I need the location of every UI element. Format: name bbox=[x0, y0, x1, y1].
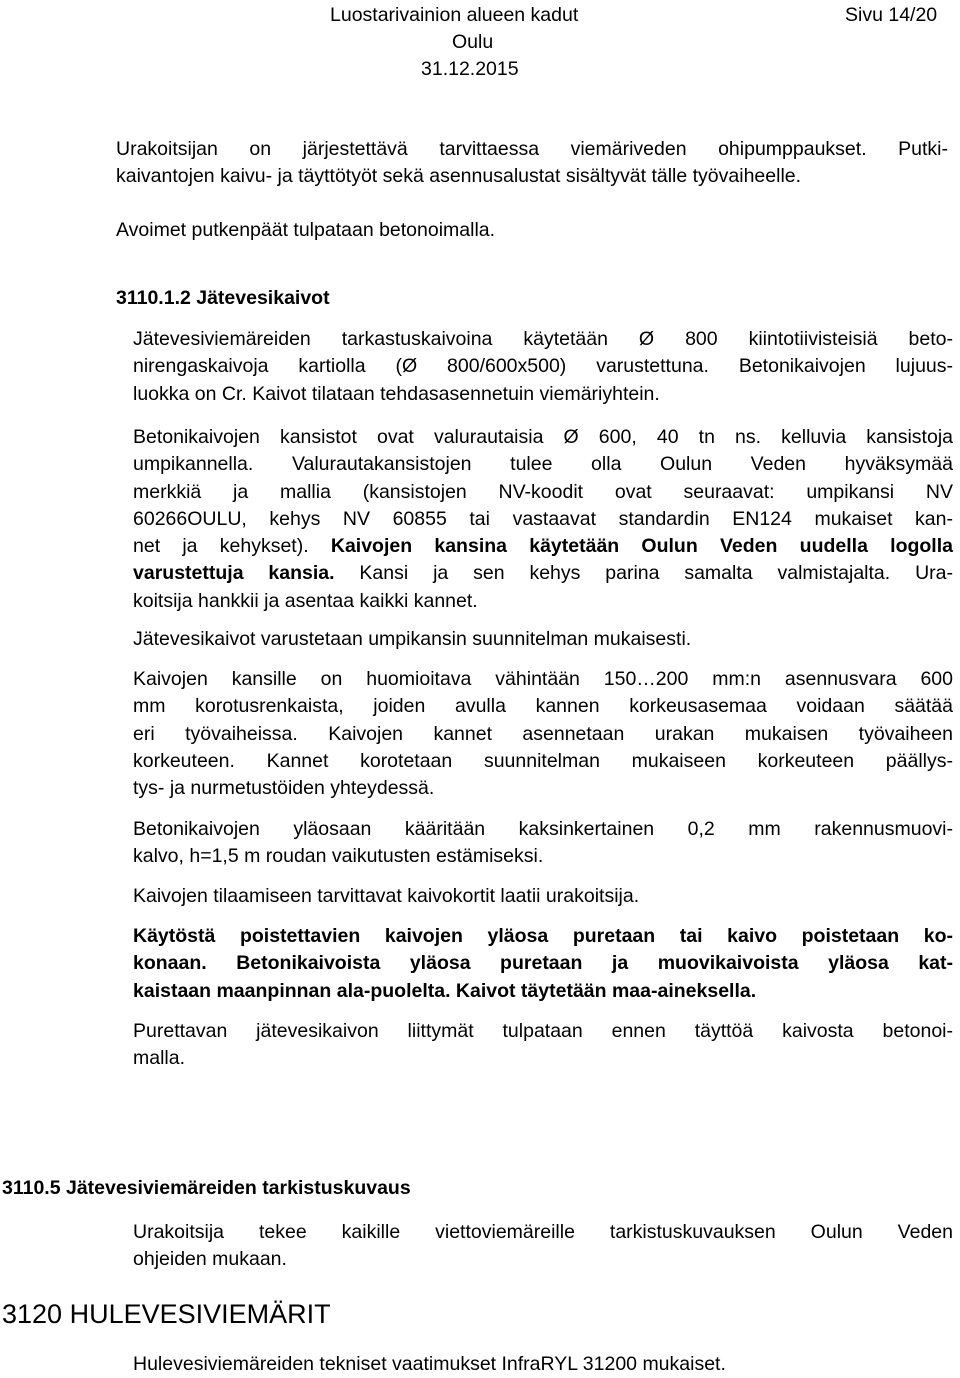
page-header bbox=[0, 0, 960, 90]
bold-text-run: Kaivojen kansina käytetään Oulun Veden uudella logolla bbox=[330, 535, 953, 558]
paragraph-removal-bold bbox=[133, 923, 953, 1005]
text-run: Kansi ja sen kehys parina samalta valmistajalta. Ura- bbox=[334, 562, 953, 585]
text-line: mm korotusrenkaista, joiden avulla kannen korkeusasemaa voidaan säätää bbox=[133, 695, 953, 718]
text-line: merkkiä ja mallia (kansistojen NV-koodit ovat seuraavat: umpikansi NV bbox=[133, 480, 953, 503]
text-line: umpikannella. Valurautakansistojen tulee olla Oulun Veden hyväksymää bbox=[133, 453, 953, 476]
text-line: Urakoitsijan on järjestettävä tarvittaessa viemäriveden ohipumppaukset. Putki- bbox=[116, 138, 948, 160]
intro-paragraph-1 bbox=[116, 136, 948, 191]
text-line: Urakoitsija tekee kaikille viettoviemäreille tarkistuskuvauksen Oulun Veden bbox=[133, 1221, 953, 1243]
text-line: ohjeiden mukaan. bbox=[133, 1248, 287, 1271]
text-line: eri työvaiheissa. Kaivojen kannet asennetaan urakan mukaisen työvaiheen bbox=[133, 722, 953, 745]
text-line: Kaivojen kansille on huomioitava vähintään 150…200 mm:n asennusvara 600 bbox=[133, 668, 953, 690]
paragraph-inspection-wells bbox=[133, 326, 953, 408]
text-line: nirengaskaivoja kartiolla (Ø 800/600x500) varustettuna. Betonikaivojen lujuus- bbox=[133, 355, 953, 378]
paragraph-inspection-imaging bbox=[133, 1219, 953, 1274]
paragraph-plugging bbox=[133, 1018, 953, 1073]
intro-paragraph-2: Avoimet putkenpäät tulpataan betonoimalla. bbox=[116, 219, 496, 241]
text-line: konaan. Betonikaivoista yläosa puretaan ja muovikaivoista yläosa kat- bbox=[133, 952, 953, 975]
text-run: net ja kehykset). bbox=[133, 535, 331, 558]
text-line: kaistaan maanpinnan ala-puolelta. Kaivot täytetään maa-aineksella. bbox=[133, 979, 757, 1002]
text-line: Betonikaivojen yläosaan kääritään kaksinkertainen 0,2 mm rakennusmuovi- bbox=[133, 818, 953, 840]
text-line: Jätevesiviemäreiden tarkastuskaivoina käytetään Ø 800 kiintotiivisteisiä beto- bbox=[133, 328, 953, 350]
text-line bbox=[133, 533, 953, 560]
text-line: tys- ja nurmetustöiden yhteydessä. bbox=[133, 777, 435, 800]
document-title: Luostarivainion alueen kadut bbox=[330, 4, 579, 26]
text-line: kalvo, h=1,5 m roudan vaikutusten estämiseksi. bbox=[133, 845, 544, 868]
section-heading-3110-5: 3110.5 Jätevesiviemäreiden tarkistuskuvaus bbox=[2, 1177, 411, 1199]
text-line: Betonikaivojen kansistot ovat valurautaisia Ø 600, 40 tn ns. kelluvia kansistoja bbox=[133, 426, 953, 448]
text-line: Käytöstä poistettavien kaivojen yläosa puretaan tai kaivo poistetaan ko- bbox=[133, 925, 953, 947]
bold-text-run: varustettuja kansia. bbox=[133, 562, 335, 585]
paragraph-stormwater: Hulevesiviemäreiden tekniset vaatimukset InfraRYL 31200 mukaiset. bbox=[133, 1353, 726, 1375]
text-line bbox=[133, 560, 953, 587]
text-line: 60266OULU, kehys NV 60855 tai vastaavat standardin EN124 mukaiset kan- bbox=[133, 507, 953, 530]
text-line: luokka on Cr. Kaivot tilataan tehdasasennetuin viemäriyhtein. bbox=[133, 382, 660, 405]
page-number: Sivu 14/20 bbox=[845, 4, 938, 26]
text-line: koitsija hankkii ja asentaa kaikki kannet. bbox=[133, 589, 478, 612]
text-line: kaivantojen kaivu- ja täyttötyöt sekä asennusalustat sisältyvät tälle työvaiheelle. bbox=[116, 165, 802, 188]
paragraph-installation-allowance bbox=[133, 666, 953, 802]
section-heading-3120: 3120 HULEVESIVIEMÄRIT bbox=[2, 1299, 331, 1329]
header-date: 31.12.2015 bbox=[421, 58, 519, 80]
header-city: Oulu bbox=[452, 31, 494, 53]
text-line: korkeuteen. Kannet korotetaan suunnitelman mukaiseen korkeuteen päällys- bbox=[133, 749, 953, 772]
paragraph-well-cards: Kaivojen tilaamiseen tarvittavat kaivokortit laatii urakoitsija. bbox=[133, 885, 640, 907]
text-line: Purettavan jätevesikaivon liittymät tulpataan ennen täyttöä kaivosta betonoi- bbox=[133, 1020, 953, 1042]
paragraph-umpikansi: Jätevesikaivot varustetaan umpikansin suunnitelman mukaisesti. bbox=[133, 628, 692, 650]
text-line: malla. bbox=[133, 1047, 186, 1070]
paragraph-plastic-wrap bbox=[133, 816, 953, 871]
paragraph-covers bbox=[133, 424, 953, 615]
section-heading-3110-1-2: 3110.1.2 Jätevesikaivot bbox=[116, 287, 330, 309]
